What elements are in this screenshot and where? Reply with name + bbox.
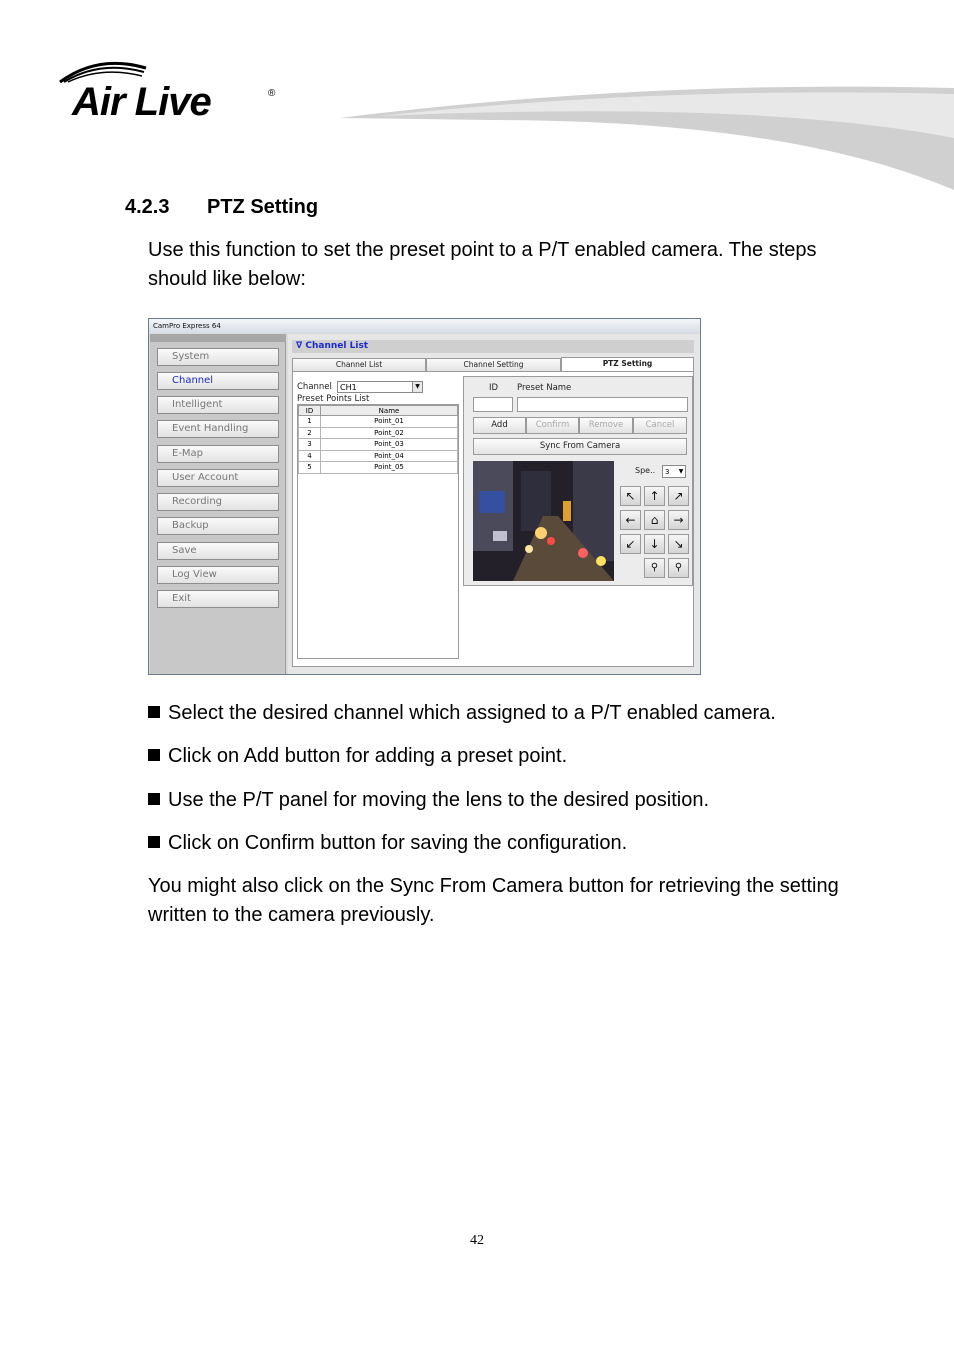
preset-table xyxy=(298,405,458,474)
left-arrow-icon[interactable]: ← xyxy=(620,510,641,530)
tab-ptz-setting[interactable]: PTZ Setting xyxy=(561,357,694,371)
up-right-arrow-icon[interactable]: ↗ xyxy=(668,486,689,506)
closing-paragraph: You might also click on the Sync From Camera button for retrieving the setting written to the camera previously. xyxy=(148,875,839,926)
page-number: 42 xyxy=(470,1233,484,1248)
table-row[interactable]: 4 Point_04 xyxy=(299,450,458,462)
remove-button[interactable]: Remove xyxy=(579,417,633,434)
sidebar-item-system[interactable]: System xyxy=(157,348,279,366)
speed-select[interactable]: 3 ▼ xyxy=(662,465,686,478)
zoom-in-icon[interactable]: ⚲ xyxy=(644,558,665,578)
speed-label: Spe.. xyxy=(635,466,656,475)
tab-channel-list[interactable]: Channel List xyxy=(292,358,426,371)
ptz-control-box xyxy=(463,376,693,586)
sidebar-item-recording[interactable]: Recording xyxy=(157,493,279,511)
channel-select[interactable]: CH1 ▼ xyxy=(337,381,423,393)
section-title: PTZ Setting xyxy=(207,196,319,218)
channel-list-header: ∇ Channel List xyxy=(292,340,694,353)
bullet-item: Click on Confirm button for saving the configuration. xyxy=(148,830,627,856)
airlive-logo xyxy=(58,58,283,122)
table-row[interactable]: 5 Point_05 xyxy=(299,462,458,474)
sidebar-item-backup[interactable]: Backup xyxy=(157,517,279,535)
ptz-panel xyxy=(292,371,694,667)
sidebar-item-channel[interactable]: Channel xyxy=(157,372,279,390)
add-button[interactable]: Add xyxy=(473,417,526,434)
main-area xyxy=(288,334,700,674)
down-right-arrow-icon[interactable]: ↘ xyxy=(668,534,689,554)
app-screenshot xyxy=(148,318,701,675)
logo-registered-mark: ® xyxy=(268,88,276,99)
id-label: ID xyxy=(489,383,499,393)
sidebar-item-save[interactable]: Save xyxy=(157,542,279,560)
confirm-button[interactable]: Confirm xyxy=(526,417,579,434)
sidebar-item-user-account[interactable]: User Account xyxy=(157,469,279,487)
bullet-item: Use the P/T panel for moving the lens to the desired position. xyxy=(148,787,709,813)
camera-preview xyxy=(473,461,614,581)
sidebar xyxy=(150,334,286,674)
column-header-id: ID xyxy=(299,406,321,416)
cancel-button[interactable]: Cancel xyxy=(633,417,687,434)
header-swoosh xyxy=(340,80,954,195)
preset-name-label: Preset Name xyxy=(517,383,572,393)
chevron-down-icon: ▼ xyxy=(412,382,422,392)
up-left-arrow-icon[interactable]: ↖ xyxy=(620,486,641,506)
logo-text: Air Live xyxy=(72,80,211,124)
chevron-down-icon: ▼ xyxy=(678,468,684,475)
home-icon[interactable]: ⌂ xyxy=(644,510,665,530)
down-arrow-icon[interactable]: ↓ xyxy=(644,534,665,554)
down-left-arrow-icon[interactable]: ↙ xyxy=(620,534,641,554)
section-number: 4.2.3 xyxy=(125,196,170,218)
chevron-down-icon: ∇ xyxy=(296,341,306,351)
preset-points-list xyxy=(297,404,459,659)
sidebar-item-emap[interactable]: E-Map xyxy=(157,445,279,463)
id-input[interactable] xyxy=(473,397,513,412)
tab-channel-setting[interactable]: Channel Setting xyxy=(426,358,561,371)
window-title: CamPro Express 64 xyxy=(149,319,700,333)
zoom-out-icon[interactable]: ⚲ xyxy=(668,558,689,578)
street-scene-image xyxy=(473,461,614,581)
bullet-item: Click on Add button for adding a preset point. xyxy=(148,743,567,769)
up-arrow-icon[interactable]: ↑ xyxy=(644,486,665,506)
sidebar-item-exit[interactable]: Exit xyxy=(157,590,279,608)
bullet-item: Select the desired channel which assigned to a P/T enabled camera. xyxy=(148,700,776,726)
table-row[interactable]: 3 Point_03 xyxy=(299,439,458,451)
table-row[interactable]: 2 Point_02 xyxy=(299,427,458,439)
column-header-name: Name xyxy=(321,406,458,416)
sidebar-item-event-handling[interactable]: Event Handling xyxy=(157,420,279,438)
preset-name-input[interactable] xyxy=(517,397,688,412)
sync-from-camera-button[interactable]: Sync From Camera xyxy=(473,438,687,455)
sidebar-item-log-view[interactable]: Log View xyxy=(157,566,279,584)
sidebar-item-intelligent[interactable]: Intelligent xyxy=(157,396,279,414)
intro-paragraph: Use this function to set the preset point to a P/T enabled camera. The steps should like below: xyxy=(148,239,817,290)
table-row[interactable]: 1 Point_01 xyxy=(299,416,458,428)
channel-label: Channel xyxy=(297,382,332,392)
preset-list-label: Preset Points List xyxy=(297,394,370,404)
right-arrow-icon[interactable]: → xyxy=(668,510,689,530)
